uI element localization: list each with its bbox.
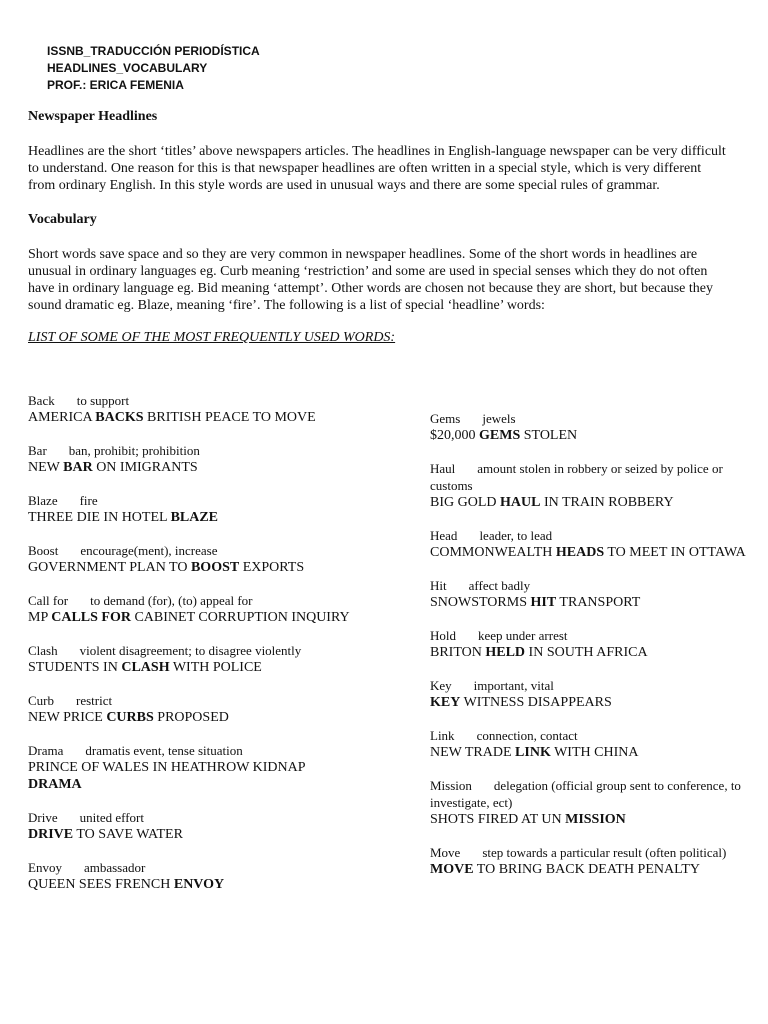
- headline-keyword: GEMS: [479, 428, 521, 443]
- entry-definition-line: [28, 442, 358, 459]
- headline-keyword: MISSION: [565, 812, 626, 827]
- vocabulary-column-left: [28, 392, 358, 909]
- entry-headline-example: [430, 644, 750, 661]
- headline-keyword: CURBS: [106, 710, 154, 725]
- entry-definition-line: [430, 727, 750, 744]
- vocabulary-entry: [430, 677, 750, 711]
- entry-headline-example: [430, 811, 750, 828]
- entry-headline-example: [28, 659, 358, 676]
- document-subtitle: HEADLINES_VOCABULARY: [47, 61, 208, 75]
- headline-text: CABINET CORRUPTION INQUIRY: [130, 610, 350, 625]
- headline-keyword: BACKS: [95, 410, 144, 425]
- entry-headline-example: [28, 459, 358, 476]
- document-header: [47, 43, 260, 94]
- entry-definition: ambassador: [83, 860, 146, 875]
- vocabulary-entry: [28, 859, 358, 893]
- headline-text: IN TRAIN ROBBERY: [540, 495, 674, 510]
- entry-term: Hold: [430, 628, 456, 643]
- headline-text: NEW: [28, 460, 64, 475]
- entry-definition-line: [430, 577, 750, 594]
- entry-term: Move: [430, 845, 461, 860]
- entry-definition: delegation (official group sent to conference, to investigate, ect): [430, 778, 741, 810]
- entry-definition-line: [430, 627, 750, 644]
- entry-term: Haul: [430, 461, 456, 476]
- vocabulary-column-right: [430, 410, 750, 894]
- vocabulary-entry: [28, 542, 358, 576]
- entry-headline-example: [430, 494, 750, 511]
- entry-definition: to support: [76, 393, 130, 408]
- entry-definition: jewels: [482, 411, 516, 426]
- headline-text: BRITISH PEACE TO MOVE: [143, 410, 316, 425]
- headline-text: BRITON: [430, 645, 486, 660]
- headline-text: EXPORTS: [239, 560, 305, 575]
- entry-definition-line: [28, 392, 358, 409]
- entry-term: Gems: [430, 411, 461, 426]
- entry-term: Bar: [28, 443, 47, 458]
- entry-definition-line: [28, 642, 358, 659]
- entry-headline-example: [28, 759, 358, 793]
- vocabulary-paragraph: Short words save space and so they are very common in newspaper headlines. Some of the short words in headlines are unusual in ordinary languages eg. Curb meaning ‘restriction’ and some are used in special senses which they do not often have in ordinary language eg. Bid meaning ‘attempt’. Other words are chosen not because they are short, but because they sound dramatic eg. Blaze, meaning ‘fire’. The following is a list of special ‘headline’ words:: [28, 247, 713, 313]
- entry-definition: fire: [79, 493, 98, 508]
- intro-content: [28, 108, 728, 346]
- headline-keyword: LINK: [515, 745, 551, 760]
- entry-definition: keep under arrest: [478, 628, 568, 643]
- headline-keyword: HIT: [530, 595, 557, 610]
- entry-term: Mission: [430, 778, 472, 793]
- entry-definition: important, vital: [473, 678, 554, 693]
- entry-term: Drama: [28, 743, 64, 758]
- entry-definition: dramatis event, tense situation: [85, 743, 243, 758]
- headline-keyword: BOOST: [190, 560, 240, 575]
- entry-term: Key: [430, 678, 452, 693]
- vocabulary-entry: [28, 442, 358, 476]
- headline-keyword: HAUL: [500, 495, 541, 510]
- entry-definition-line: [28, 692, 358, 709]
- vocabulary-entry: [28, 492, 358, 526]
- entry-term: Drive: [28, 810, 58, 825]
- section-title-vocabulary: Vocabulary: [28, 212, 97, 227]
- headline-text: TO SAVE WATER: [73, 827, 183, 842]
- entry-definition-line: [28, 859, 358, 876]
- entry-term: Back: [28, 393, 55, 408]
- entry-headline-example: [28, 609, 358, 626]
- entry-headline-example: [430, 694, 750, 711]
- entry-term: Blaze: [28, 493, 58, 508]
- vocabulary-entry: [430, 777, 750, 828]
- headline-text: PROPOSED: [153, 710, 229, 725]
- entry-term: Envoy: [28, 860, 62, 875]
- vocabulary-entry: [430, 844, 750, 878]
- headline-text: STUDENTS IN: [28, 660, 122, 675]
- entry-headline-example: [430, 744, 750, 761]
- headline-text: NEW TRADE: [430, 745, 516, 760]
- headline-keyword: ENVOY: [173, 877, 225, 892]
- entry-headline-example: [430, 861, 750, 878]
- vocabulary-entry: [28, 592, 358, 626]
- entry-definition: to demand (for), (to) appeal for: [90, 593, 253, 608]
- entry-term: Call for: [28, 593, 69, 608]
- entry-definition-line: [28, 809, 358, 826]
- headline-keyword: MOVE: [430, 862, 474, 877]
- entry-definition-line: [28, 742, 358, 759]
- entry-definition-line: [28, 542, 358, 559]
- headline-text: BIG GOLD: [430, 495, 500, 510]
- vocabulary-entry: [28, 642, 358, 676]
- headline-keyword: CLASH: [121, 660, 170, 675]
- headline-text: QUEEN SEES FRENCH: [28, 877, 174, 892]
- entry-definition-line: [430, 460, 750, 494]
- entry-headline-example: [430, 427, 750, 444]
- entry-headline-example: [28, 826, 358, 843]
- headline-text: WITH POLICE: [169, 660, 262, 675]
- vocabulary-entry: [28, 742, 358, 793]
- vocabulary-entry: [28, 809, 358, 843]
- entry-term: Boost: [28, 543, 59, 558]
- headline-text: WITNESS DISAPPEARS: [460, 695, 612, 710]
- headline-text: AMERICA: [28, 410, 96, 425]
- entry-term: Head: [430, 528, 458, 543]
- headline-text: SHOTS FIRED AT UN: [430, 812, 566, 827]
- entry-term: Hit: [430, 578, 447, 593]
- headline-text: TO MEET IN OTTAWA: [604, 545, 746, 560]
- vocabulary-entry: [430, 460, 750, 511]
- headline-text: GOVERNMENT PLAN TO: [28, 560, 191, 575]
- headline-text: MP: [28, 610, 52, 625]
- entry-definition: step towards a particular result (often political): [482, 845, 727, 860]
- headline-keyword: DRIVE: [28, 827, 74, 842]
- professor-name: PROF.: ERICA FEMENIA: [47, 78, 184, 92]
- entry-headline-example: [28, 876, 358, 893]
- headline-text: SNOWSTORMS: [430, 595, 531, 610]
- entry-term: Curb: [28, 693, 54, 708]
- headline-keyword: BAR: [63, 460, 93, 475]
- vocabulary-entry: [28, 392, 358, 426]
- headline-text: NEW PRICE: [28, 710, 107, 725]
- entry-definition-line: [28, 592, 358, 609]
- entry-definition: encourage(ment), increase: [80, 543, 218, 558]
- entry-definition-line: [430, 527, 750, 544]
- entry-term: Clash: [28, 643, 58, 658]
- entry-headline-example: [28, 709, 358, 726]
- list-title: LIST OF SOME OF THE MOST FREQUENTLY USED WORDS:: [28, 330, 396, 345]
- entry-definition: affect badly: [468, 578, 531, 593]
- entry-definition: leader, to lead: [479, 528, 553, 543]
- headline-keyword: KEY: [430, 695, 461, 710]
- headline-keyword: BLAZE: [170, 510, 219, 525]
- vocabulary-entry: [28, 692, 358, 726]
- entry-headline-example: [28, 559, 358, 576]
- headline-text: IN SOUTH AFRICA: [525, 645, 648, 660]
- headline-text: STOLEN: [520, 428, 578, 443]
- vocabulary-entry: [430, 627, 750, 661]
- entry-definition: connection, contact: [476, 728, 578, 743]
- vocabulary-entry: [430, 410, 750, 444]
- vocabulary-entry: [430, 527, 750, 561]
- headline-text: TO BRING BACK DEATH PENALTY: [473, 862, 701, 877]
- headline-keyword: DRAMA: [28, 777, 82, 792]
- entry-headline-example: [430, 594, 750, 611]
- headline-text: THREE DIE IN HOTEL: [28, 510, 171, 525]
- entry-definition-line: [430, 844, 750, 861]
- entry-definition-line: [430, 410, 750, 427]
- headline-keyword: HEADS: [555, 545, 605, 560]
- headline-text: PRINCE OF WALES IN HEATHROW KIDNAP: [28, 760, 306, 775]
- entry-headline-example: [28, 409, 358, 426]
- entry-definition: violent disagreement; to disagree violently: [79, 643, 302, 658]
- vocabulary-entry: [430, 727, 750, 761]
- entry-definition-line: [430, 777, 750, 811]
- entry-headline-example: [28, 509, 358, 526]
- entry-definition: united effort: [79, 810, 144, 825]
- entry-definition: restrict: [76, 693, 113, 708]
- vocabulary-entry: [430, 577, 750, 611]
- headline-text: WITH CHINA: [550, 745, 639, 760]
- headline-text: COMMONWEALTH: [430, 545, 556, 560]
- entry-definition-line: [28, 492, 358, 509]
- headline-keyword: HELD: [485, 645, 526, 660]
- entry-definition: ban, prohibit; prohibition: [68, 443, 200, 458]
- course-title: ISSNB_TRADUCCIÓN PERIODÍSTICA: [47, 44, 260, 58]
- section-title-headlines: Newspaper Headlines: [28, 109, 158, 124]
- headlines-paragraph: Headlines are the short ‘titles’ above newspapers articles. The headlines in English-language newspaper can be very difficult to understand. One reason for this is that newspaper headlines are often written in a special style, which is very different from ordinary English. In this style words are used in unusual ways and there are some special rules of grammar.: [28, 144, 726, 193]
- headline-text: TRANSPORT: [556, 595, 641, 610]
- headline-text: ON IMIGRANTS: [92, 460, 198, 475]
- entry-definition: amount stolen in robbery or seized by police or customs: [430, 461, 723, 493]
- headline-text: $20,000: [430, 428, 479, 443]
- headline-keyword: CALLS FOR: [51, 610, 131, 625]
- entry-definition-line: [430, 677, 750, 694]
- entry-headline-example: [430, 544, 750, 561]
- entry-term: Link: [430, 728, 455, 743]
